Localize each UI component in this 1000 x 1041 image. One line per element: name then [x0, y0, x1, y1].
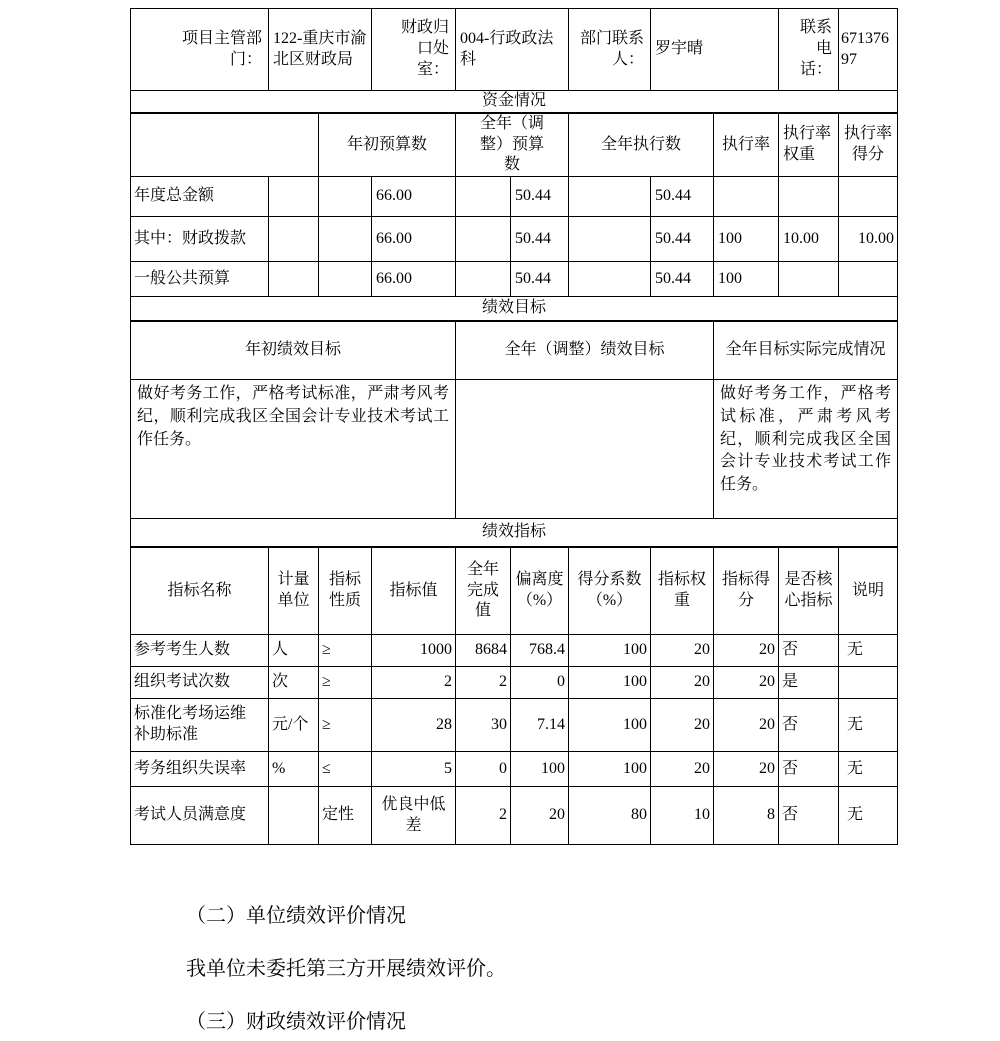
indicator-cell: 无 [839, 787, 898, 845]
indicator-data-rows [131, 635, 898, 845]
indicator-cell: 20 [651, 752, 714, 787]
goals-section-row [131, 297, 898, 321]
indicator-cell: 定性 [319, 787, 372, 845]
funding-cell: 50.44 [511, 177, 569, 217]
indicator-cell: 80 [569, 787, 651, 845]
indicator-header-weight: 指标权重 [651, 547, 714, 635]
indicator-row [131, 699, 898, 752]
dept-value: 122-重庆市渝北区财政局 [269, 9, 372, 91]
indicator-cell: 组织考试次数 [131, 667, 269, 699]
contact-person-label: 部门联系人： [569, 9, 651, 91]
indicator-cell: 否 [779, 752, 839, 787]
goals-header-adjusted: 全年（调整）绩效目标 [456, 321, 714, 380]
indicator-cell: 考务组织失误率 [131, 752, 269, 787]
indicator-cell: 20 [714, 667, 779, 699]
indicator-header-score-coef: 得分系数（%） [569, 547, 651, 635]
funding-cell [569, 262, 651, 297]
funding-cell [319, 177, 372, 217]
funding-cell: 50.44 [651, 217, 714, 262]
goal-initial-text: 做好考务工作，严格考试标准，严肃考风考纪，顺利完成我区全国会计专业技术考试工作任务。 [131, 380, 456, 519]
indicator-cell [269, 787, 319, 845]
indicator-row [131, 787, 898, 845]
indicator-header-unit: 计量单位 [269, 547, 319, 635]
indicator-cell: ≥ [319, 699, 372, 752]
indicator-cell: 2 [372, 667, 456, 699]
indicator-cell: % [269, 752, 319, 787]
indicator-cell: 100 [569, 699, 651, 752]
indicator-header-completed: 全年完成值 [456, 547, 511, 635]
indicator-cell: 2 [456, 787, 511, 845]
indicator-header-core: 是否核心指标 [779, 547, 839, 635]
goal-adjusted-text [456, 380, 714, 519]
contact-and-funding-header [131, 9, 898, 177]
indicator-cell: 20 [651, 635, 714, 667]
indicator-cell: 是 [779, 667, 839, 699]
indicator-cell: 优良中低差 [372, 787, 456, 845]
indicator-cell: 参考考生人数 [131, 635, 269, 667]
goals-header-actual: 全年目标实际完成情况 [714, 321, 898, 380]
funding-header-adjusted-budget: 全年（调整）预算数 [456, 113, 569, 177]
funding-cell: 50.44 [511, 262, 569, 297]
indicator-cell: 无 [839, 699, 898, 752]
funding-header-rate-weight: 执行率权重 [779, 113, 839, 177]
contact-person-value: 罗宇晴 [651, 9, 779, 91]
indicator-cell: 人 [269, 635, 319, 667]
funding-cell [779, 262, 839, 297]
funding-cell [269, 262, 319, 297]
footer-text-block [130, 903, 900, 1041]
funding-cell [456, 177, 511, 217]
funding-cell [319, 217, 372, 262]
indicator-cell: 20 [511, 787, 569, 845]
funding-cell [714, 177, 779, 217]
indicator-cell: 0 [511, 667, 569, 699]
indicator-header-note: 说明 [839, 547, 898, 635]
indicator-cell: 1000 [372, 635, 456, 667]
goals-header-row [131, 321, 898, 380]
indicator-cell: ≤ [319, 752, 372, 787]
funding-cell [269, 177, 319, 217]
performance-report-table [130, 8, 898, 845]
funding-cell: 50.44 [651, 262, 714, 297]
indicator-cell: 7.14 [511, 699, 569, 752]
funding-data-rows [131, 177, 898, 297]
indicator-cell: 0 [456, 752, 511, 787]
indicator-cell: 100 [569, 752, 651, 787]
funding-header-executed: 全年执行数 [569, 113, 714, 177]
indicator-cell: 100 [511, 752, 569, 787]
funding-section-row [131, 91, 898, 113]
funding-cell: 50.44 [511, 217, 569, 262]
indicator-cell: 否 [779, 635, 839, 667]
funding-header-blank [131, 113, 319, 177]
indicator-cell [839, 667, 898, 699]
indicators-section-title: 绩效指标 [131, 519, 898, 547]
indicator-row [131, 667, 898, 699]
goals-section [131, 297, 898, 635]
indicator-cell: ≥ [319, 635, 372, 667]
indicator-cell: 5 [372, 752, 456, 787]
indicator-header-name: 指标名称 [131, 547, 269, 635]
funding-row [131, 217, 898, 262]
indicator-cell: 元/个 [269, 699, 319, 752]
indicator-row [131, 635, 898, 667]
indicator-header-target: 指标值 [372, 547, 456, 635]
footer-body: 我单位未委托第三方开展绩效评价。 [186, 958, 506, 980]
indicator-cell: 20 [714, 635, 779, 667]
phone-value: 67137697 [839, 9, 898, 91]
dept-label: 项目主管部门： [131, 9, 269, 91]
indicator-cell: 30 [456, 699, 511, 752]
funding-cell: 66.00 [372, 177, 456, 217]
indicator-cell: 768.4 [511, 635, 569, 667]
indicator-header-nature: 指标性质 [319, 547, 372, 635]
indicator-cell: ≥ [319, 667, 372, 699]
footer-heading-3: （三）财政绩效评价情况 [186, 1011, 406, 1033]
indicator-header-score: 指标得分 [714, 547, 779, 635]
funding-cell: 66.00 [372, 262, 456, 297]
funding-header-initial-budget: 年初预算数 [319, 113, 456, 177]
indicator-cell: 8 [714, 787, 779, 845]
indicator-cell: 20 [651, 699, 714, 752]
funding-cell: 年度总金额 [131, 177, 269, 217]
funding-cell [456, 217, 511, 262]
indicators-header-row [131, 547, 898, 635]
funding-cell [839, 177, 898, 217]
funding-cell: 一般公共预算 [131, 262, 269, 297]
funding-section-title: 资金情况 [131, 91, 898, 113]
funding-cell [569, 177, 651, 217]
funding-row [131, 177, 898, 217]
finance-office-label: 财政归口处室： [372, 9, 456, 91]
funding-cell [456, 262, 511, 297]
funding-cell: 10.00 [779, 217, 839, 262]
funding-cell: 100 [714, 217, 779, 262]
funding-cell: 100 [714, 262, 779, 297]
funding-cell: 50.44 [651, 177, 714, 217]
goals-section-title: 绩效目标 [131, 297, 898, 321]
funding-cell [269, 217, 319, 262]
funding-cell [569, 217, 651, 262]
indicators-section-row [131, 519, 898, 547]
indicator-cell: 100 [569, 635, 651, 667]
indicator-cell: 28 [372, 699, 456, 752]
funding-cell [779, 177, 839, 217]
funding-header-rate-score: 执行率得分 [839, 113, 898, 177]
indicator-cell: 20 [714, 699, 779, 752]
indicator-row [131, 752, 898, 787]
indicator-cell: 否 [779, 699, 839, 752]
funding-header-rate: 执行率 [714, 113, 779, 177]
indicator-cell: 8684 [456, 635, 511, 667]
indicator-cell: 10 [651, 787, 714, 845]
goal-actual-text: 做好考务工作，严格考试标准，严肃考风考纪，顺利完成我区全国会计专业技术考试工作任务。 [714, 380, 898, 519]
funding-cell [319, 262, 372, 297]
indicator-cell: 标准化考场运维补助标准 [131, 699, 269, 752]
indicator-cell: 次 [269, 667, 319, 699]
funding-cell [839, 262, 898, 297]
goals-content-row [131, 380, 898, 519]
indicator-cell: 考试人员满意度 [131, 787, 269, 845]
contact-row [131, 9, 898, 91]
funding-cell: 10.00 [839, 217, 898, 262]
indicator-cell: 20 [651, 667, 714, 699]
indicator-cell: 否 [779, 787, 839, 845]
phone-label: 联系电话： [779, 9, 839, 91]
indicator-header-deviation: 偏离度（%） [511, 547, 569, 635]
funding-cell: 其中：财政拨款 [131, 217, 269, 262]
funding-cell: 66.00 [372, 217, 456, 262]
indicator-cell: 100 [569, 667, 651, 699]
funding-header-row [131, 113, 898, 177]
finance-office-value: 004-行政政法科 [456, 9, 569, 91]
indicator-cell: 无 [839, 635, 898, 667]
goals-header-initial: 年初绩效目标 [131, 321, 456, 380]
indicator-cell: 20 [714, 752, 779, 787]
indicator-cell: 无 [839, 752, 898, 787]
footer-heading-2: （二）单位绩效评价情况 [186, 905, 406, 927]
indicator-cell: 2 [456, 667, 511, 699]
funding-row [131, 262, 898, 297]
